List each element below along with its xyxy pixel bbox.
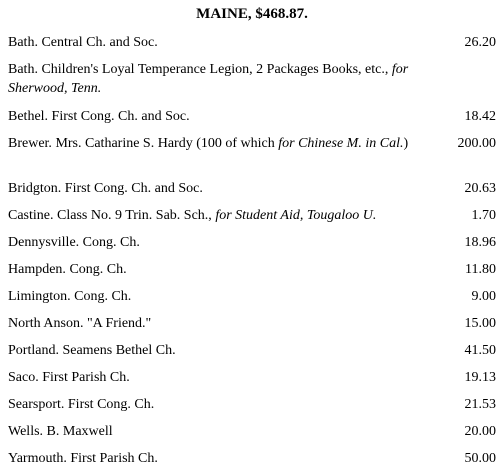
entry-description <box>8 233 446 252</box>
entry-text: Seamens Bethel Ch. <box>58 343 176 358</box>
entry-text: "A Friend." <box>83 316 152 331</box>
entry-amount: 200.00 <box>457 136 496 151</box>
entry-description <box>8 206 454 225</box>
entry-text-close: ) <box>403 136 409 151</box>
entry-row <box>8 341 496 360</box>
entry-row <box>8 368 496 387</box>
entry-place: Dennysville. <box>8 235 80 250</box>
entry-amount: 9.00 <box>471 289 496 304</box>
entry-text: First Parish Ch. <box>38 370 130 385</box>
entry-row <box>8 206 496 225</box>
entry-italic-note: for Sherwood, Tenn. <box>8 62 409 96</box>
entry-description <box>8 422 446 441</box>
entry-row <box>8 314 496 333</box>
entry-amount: 11.80 <box>465 262 496 277</box>
entry-text: Cong. Ch. <box>65 262 127 277</box>
entry-description <box>8 395 446 414</box>
entry-description <box>8 260 446 279</box>
entry-text: First Cong. Ch. and Soc. <box>61 181 203 196</box>
entry-amount: 41.50 <box>464 343 496 358</box>
entry-description <box>8 341 446 360</box>
entry-row <box>8 179 496 198</box>
entry-place: Limington. <box>8 289 71 304</box>
entry-italic-note: for Student Aid, Tougaloo U. <box>215 208 377 223</box>
entry-description <box>8 33 446 52</box>
entry-amount: 21.53 <box>464 397 496 412</box>
entry-place: Saco. <box>8 370 39 385</box>
entry-row <box>8 422 496 441</box>
entry-place: Yarmouth. <box>8 451 67 466</box>
entry-text: First Cong. Ch. <box>64 397 155 412</box>
entry-description <box>8 107 446 126</box>
entry-place: Brewer. <box>8 136 52 151</box>
entry-description <box>8 314 446 333</box>
entry-row <box>8 233 496 252</box>
entry-place: Searsport. <box>8 397 65 412</box>
entry-place: Bath. <box>8 35 38 50</box>
entry-row <box>8 287 496 306</box>
entry-description <box>8 179 446 198</box>
entry-place: Bridgton. <box>8 181 62 196</box>
entry-italic-note: for Chinese M. in Cal. <box>278 136 404 151</box>
entry-description <box>8 287 446 306</box>
entry-place: Castine. <box>8 208 54 223</box>
entry-text: Class No. 9 Trin. Sab. Sch., <box>53 208 216 223</box>
entry-row <box>8 107 496 126</box>
entry-place: Hampden. <box>8 262 66 277</box>
entry-row <box>8 260 496 279</box>
entry-amount: 18.42 <box>464 109 496 124</box>
entry-amount: 15.00 <box>464 316 496 331</box>
entry-row <box>8 33 496 52</box>
entry-description <box>8 449 446 468</box>
entry-description <box>8 368 446 387</box>
state-heading: MAINE, $468.87. <box>196 6 308 22</box>
entry-text: Cong. Ch. <box>70 289 132 304</box>
entry-amount: 1.70 <box>471 208 496 223</box>
entry-row <box>8 395 496 414</box>
entry-amount: 26.20 <box>464 35 496 50</box>
entry-row <box>8 449 496 468</box>
entry-text: B. Maxwell <box>43 424 113 439</box>
entry-description <box>8 60 448 98</box>
entry-place: Wells. <box>8 424 44 439</box>
entry-text: Cong. Ch. <box>79 235 140 250</box>
entry-amount: 18.96 <box>464 235 496 250</box>
entry-place: Bethel. <box>8 109 49 124</box>
entry-text: Central Ch. and Soc. <box>37 35 158 50</box>
entry-description <box>8 134 424 153</box>
entry-text: First Parish Ch. <box>66 451 158 466</box>
entry-text: First Cong. Ch. and Soc. <box>48 109 190 124</box>
entry-place: Portland. <box>8 343 59 358</box>
entry-amount: 50.00 <box>464 451 496 466</box>
entry-row <box>8 134 496 153</box>
entry-amount: 19.13 <box>464 370 496 385</box>
entry-amount: 20.63 <box>464 181 496 196</box>
entry-row <box>8 60 496 98</box>
entry-place: North Anson. <box>8 316 84 331</box>
entry-text: Children's Loyal Temperance Legion, 2 Packages Books, etc., <box>37 62 392 77</box>
entry-text: Mrs. Catharine S. Hardy (100 of which <box>51 136 279 151</box>
entry-amount: 20.00 <box>464 424 496 439</box>
entry-place: Bath. <box>8 62 38 77</box>
